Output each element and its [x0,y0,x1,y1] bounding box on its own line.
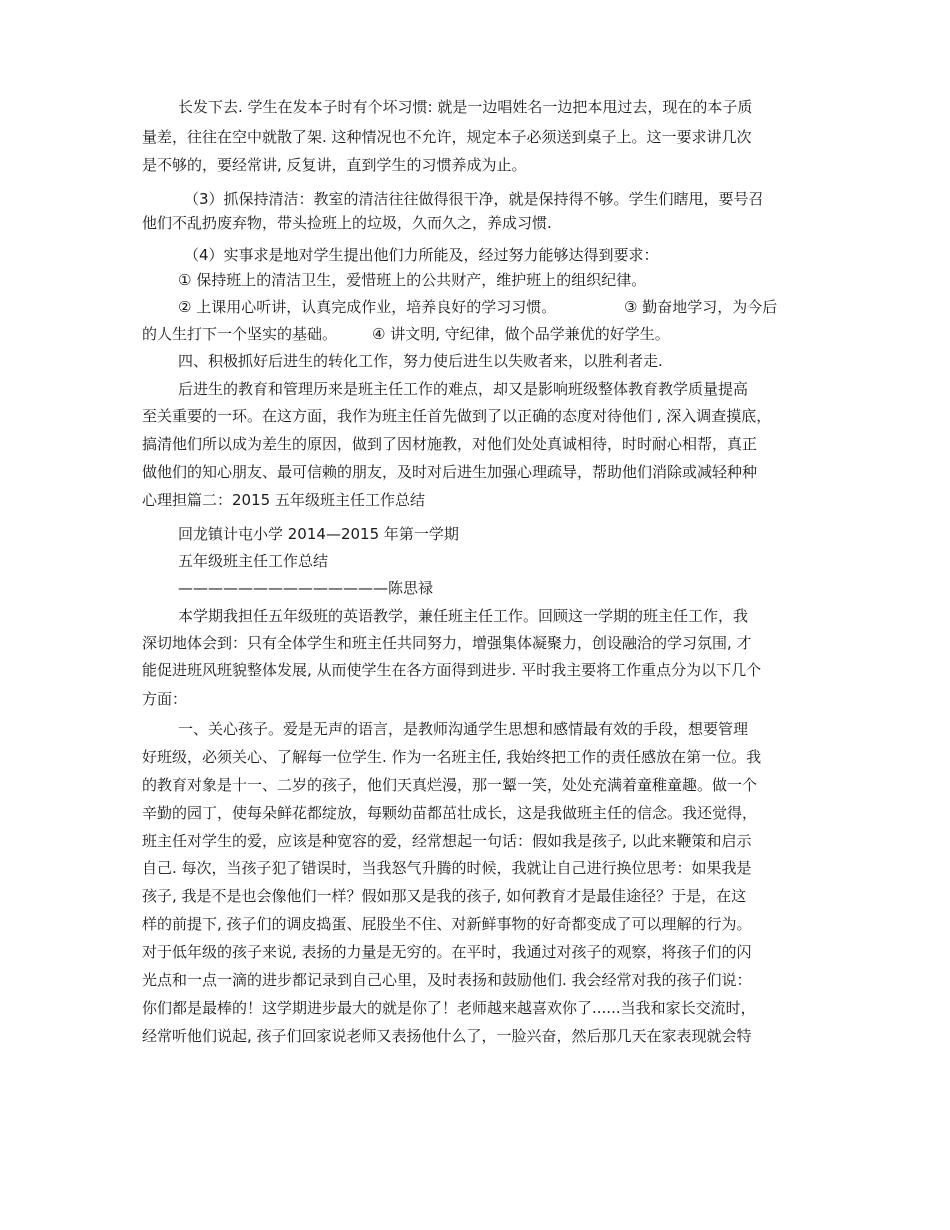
paragraph-line: （3）抓保持清洁：教室的清洁往往做得很干净，就是保持得不够。学生们瞎甩，要号召 [184,190,764,208]
report-title: 五年级班主任工作总结 [178,552,329,570]
paragraph-line: 后进生的教育和管理历来是班主任工作的难点，却又是影响班级整体教育教学质量提高 [178,380,749,398]
paragraph-line: 你们都是最棒的！这学期进步最大的就是你了！老师越来越喜欢你了......当我和家长交流时， [142,999,756,1017]
list-item-3-continued: 的人生打下一个坚实的基础。 [142,325,338,343]
paragraph-line: 自己. 每次，当孩子犯了错误时，当我怒气升腾的时候，我就让自己进行换位思考：如果我是 [142,859,752,877]
paragraph-line: 班主任对学生的爱，应该是种宽容的爱，经常想起一句话：假如我是孩子, 以此来鞭策和启示 [142,832,752,850]
paragraph-line: 他们不乱扔废弃物，带头捡班上的垃圾，久而久之，养成习惯. [142,214,552,232]
paragraph-line: 做他们的知心朋友、最可信赖的朋友，及时对后进生加强心理疏导，帮助他们消除或减轻种种 [142,463,758,481]
paragraph-line: 辛勤的园丁，使每朵鲜花都绽放，每颗幼苗都茁壮成长，这是我做班主任的信念。我还觉得， [142,804,758,822]
paragraph-line: 光点和一点一滴的进步都记录到自己心里，及时表扬和鼓励他们. 我会经常对我的孩子们说： [142,971,752,989]
paragraph-line: （4）实事求是地对学生提出他们力所能及，经过努力能够达得到要求： [184,246,659,264]
paragraph-line: 的教育对象是十一、二岁的孩子，他们天真烂漫，那一颦一笑，处处充满着童稚童趣。做一个 [142,776,758,794]
paragraph-line: 心理担篇二：2015 五年级班主任工作总结 [142,491,425,509]
paragraph-line: 好班级，必须关心、了解每一位学生. 作为一名班主任, 我始终把工作的责任感放在第一位。我 [142,748,762,766]
paragraph-line: 方面： [142,690,188,708]
paragraph-line: 搞清他们所以成为差生的原因，做到了因材施教，对他们处处真诚相待，时时耐心相帮，真正 [142,435,758,453]
paragraph-line: 样的前提下, 孩子们的调皮捣蛋、屁股坐不住、对新鲜事物的好奇都变成了可以理解的行为。 [142,915,752,933]
paragraph-line: 至关重要的一环。在这方面，我作为班主任首先做到了以正确的态度对待他们 , 深入调查摸底， [142,407,772,425]
section-heading: 一、关心孩子。爱是无声的语言，是教师沟通学生思想和感情最有效的手段，想要管理 [178,720,749,738]
paragraph-line: 对于低年级的孩子来说, 表扬的力量是无穷的。在平时，我通过对孩子的观察，将孩子们的闪 [142,943,752,961]
author-line: ——————————————陈思禄 [178,579,434,597]
section-heading: 四、积极抓好后进生的转化工作，努力使后进生以失败者来，以胜利者走. [178,352,663,370]
list-item-3: ③ 勤奋地学习，为今后 [624,298,778,316]
list-item-2: ② 上课用心听讲，认真完成作业，培养良好的学习习惯。 [178,298,557,316]
paragraph-line: 长发下去. 学生在发本子时有个坏习惯: 就是一边唱姓名一边把本甩过去，现在的本子质 [178,98,753,116]
list-item-4: ④ 讲文明, 守纪律，做个品学兼优的好学生。 [372,325,670,343]
paragraph-line: 孩子, 我是不是也会像他们一样？假如那又是我的孩子, 如何教育才是最佳途径？于是，在这 [142,887,747,905]
paragraph-line: 是不够的，要经常讲, 反复讲，直到学生的习惯养成为止。 [142,156,527,174]
paragraph-line: 量差，往往在空中就散了架. 这种情况也不允许，规定本子必须送到桌子上。这一要求讲几次 [142,128,752,146]
list-item-1: ① 保持班上的清洁卫生，爱惜班上的公共财产，维护班上的组织纪律。 [178,271,647,289]
paragraph-line: 经常听他们说起, 孩子们回家说老师又表扬他什么了，一脸兴奋，然后那几天在家表现就会特 [142,1027,752,1045]
paragraph-line: 深切地体会到：只有全体学生和班主任共同努力，增强集体凝聚力，创设融洽的学习氛围, 才 [142,634,752,652]
school-term-line: 回龙镇计屯小学 2014—2015 年第一学期 [178,525,459,543]
paragraph-line: 能促进班风班貌整体发展, 从而使学生在各方面得到进步. 平时我主要将工作重点分为以下几个 [142,661,762,679]
paragraph-line: 本学期我担任五年级班的英语教学，兼任班主任工作。回顾这一学期的班主任工作，我 [178,607,749,625]
